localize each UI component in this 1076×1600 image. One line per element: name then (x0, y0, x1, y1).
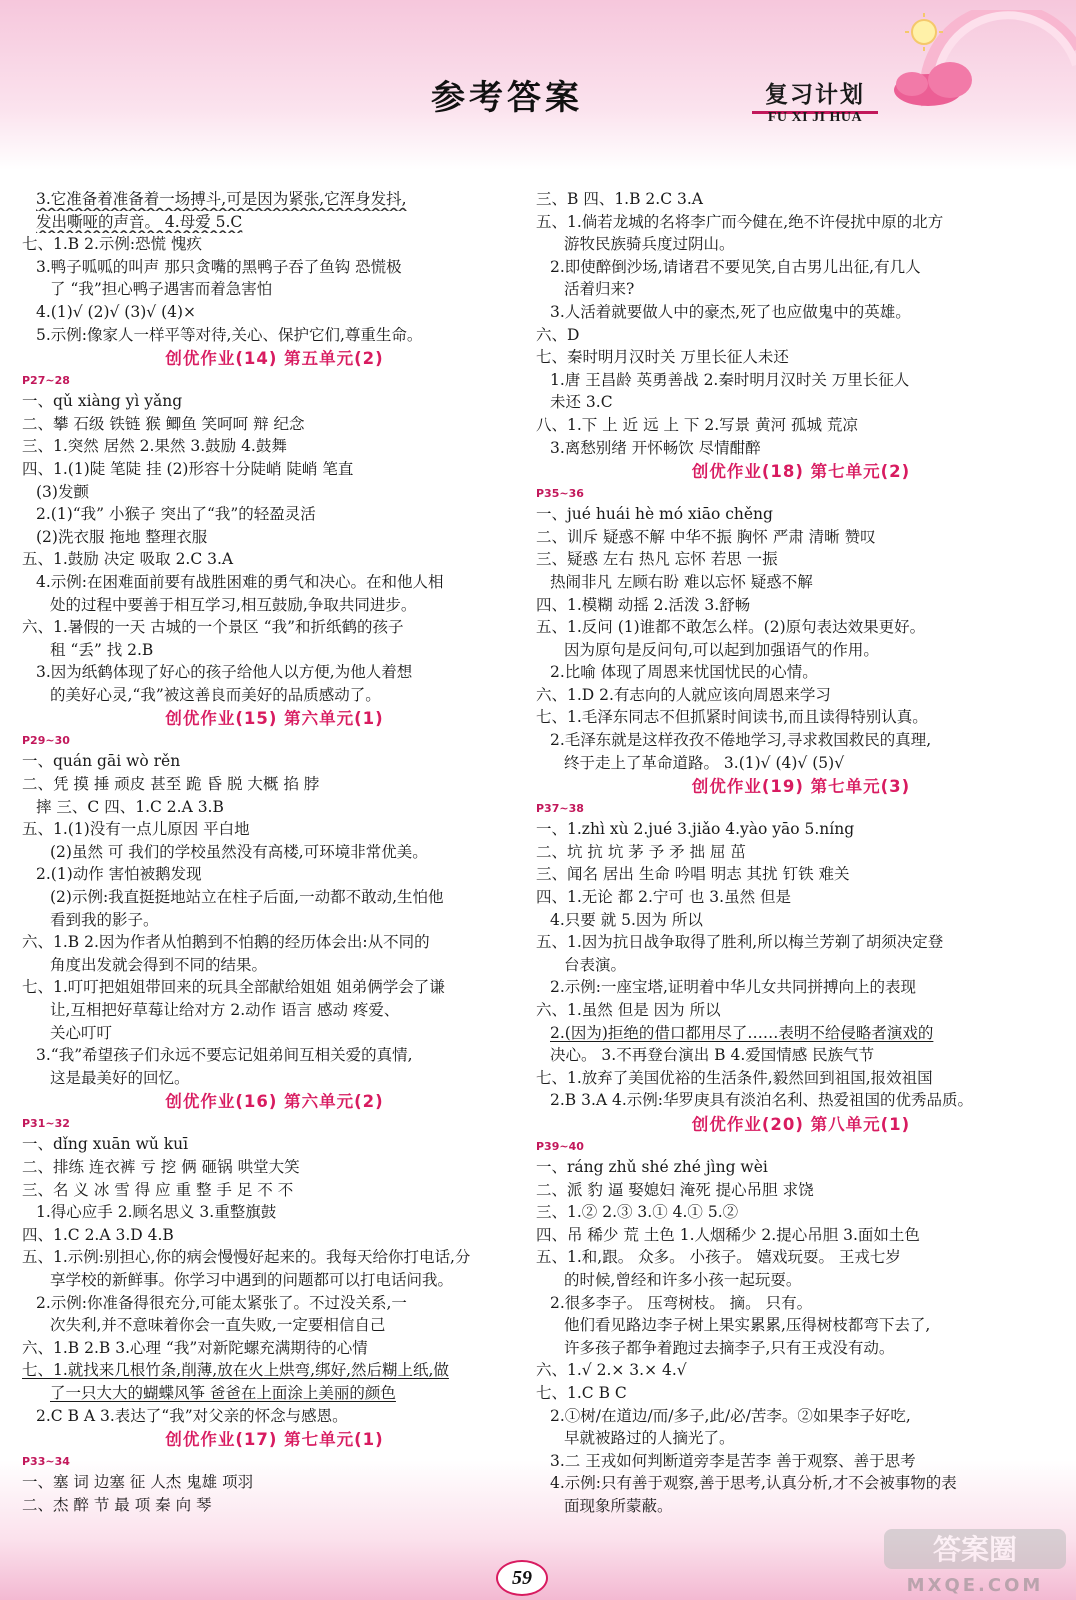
answer-line: 二、攀 石级 铁链 猴 鲫鱼 笑呵呵 辩 纪念 (22, 414, 305, 433)
answer-line: 因为原句是反问句,可以起到加强语气的作用。 (564, 640, 879, 659)
watermark-logo (880, 1525, 1070, 1597)
answer-line: 2.毛泽东就是这样孜孜不倦地学习,寻求救国救民的真理, (550, 731, 932, 750)
answer-line: 四、1.模糊 动摇 2.活泼 3.舒畅 (536, 595, 751, 614)
answer-line: 2.B 3.A 4.示例:华罗庚具有淡泊名利、热爱祖国的优秀品质。 (550, 1091, 974, 1110)
answer-line: 五、1.(1)没有一点儿原因 平白地 (22, 820, 250, 839)
answer-line: 租 “丢” 找 2.B (50, 640, 154, 659)
answer-line: 五、1.因为抗日战争取得了胜利,所以梅兰芳剃了胡须决定登 (536, 933, 944, 952)
answer-line: 终于走上了革命道路。 3.(1)√ (4)√ (5)√ (564, 753, 845, 772)
answer-line: 2.示例:一座宝塔,证明着中华儿女共同拼搏向上的表现 (550, 978, 916, 997)
answers-right-column (536, 188, 1066, 1517)
answer-line: 2.(1)动作 害怕被鹅发现 (36, 865, 202, 884)
answer-line: 七、1.叮叮把姐姐带回来的玩具全部献给姐姐 姐弟俩学会了谦 (22, 978, 445, 997)
page-range-label: P29~30 (22, 734, 70, 748)
answer-line: 二、训斥 疑惑不解 中华不振 胸怀 严肃 清晰 赞叹 (536, 527, 876, 546)
answer-line: 次失利,并不意味着你会一直失败,一定要相信自己 (50, 1316, 386, 1335)
answer-line: 许多孩子都争着跑过去摘李子,只有王戎没有动。 (564, 1338, 895, 1357)
answer-line: 未还 3.C (550, 393, 613, 412)
answer-line: 四、1.(1)陡 笔陡 挂 (2)形容十分陡峭 陡峭 笔直 (22, 459, 354, 478)
answer-line: 三、1.突然 居然 2.果然 3.鼓励 4.鼓舞 (22, 437, 287, 456)
answer-line: 六、1.B 2.B 3.心理 “我”对新陀螺充满期待的心情 (22, 1338, 368, 1357)
answer-line: 五、1.和,跟。 众多。 小孩子。 嬉戏玩耍。 王戎七岁 (536, 1248, 901, 1267)
answer-line: 一、ráng zhǔ shé zhé jìng wèi (536, 1157, 768, 1176)
answer-line: 七、秦时明月汉时关 万里长征人未还 (536, 348, 789, 367)
answer-line: 摔 三、C 四、1.C 2.A 3.B (36, 797, 224, 816)
cloud-sun-rainbow-icon (888, 10, 1076, 120)
answer-line: 三、B 四、1.B 2.C 3.A (536, 190, 703, 208)
answer-line: 二、派 豹 逼 娶媳妇 淹死 提心吊胆 求饶 (536, 1180, 814, 1199)
answer-line: 2.即使醉倒沙场,请诸君不要见笑,自古男儿出征,有几人 (550, 257, 921, 276)
review-plan-label: 复习计划 (752, 76, 878, 114)
page-range-label: P27~28 (22, 374, 70, 388)
answers-left-column (22, 188, 527, 1516)
answer-line: 六、1.D 2.有志向的人就应该向周恩来学习 (536, 685, 831, 704)
answer-line: 三、名 义 冰 雪 得 应 重 整 手 足 不 不 (22, 1180, 294, 1199)
answer-line: (2)洗衣服 拖地 整理衣服 (36, 527, 208, 546)
answer-line: 处的过程中要善于相互学习,相互鼓励,争取共同进步。 (50, 595, 417, 614)
page-number-badge (496, 1560, 548, 1596)
answer-line: 八、1.下 上 近 远 上 下 2.写景 黄河 孤城 荒凉 (536, 415, 858, 434)
answer-line: 这是最美好的回忆。 (50, 1068, 190, 1087)
answer-line: 了 “我”担心鸭子遇害而着急害怕 (50, 280, 273, 299)
answer-line: 游牧民族骑兵度过阴山。 (564, 235, 735, 254)
answer-line: 2.比喻 体现了周恩来忧国忧民的心情。 (550, 663, 818, 682)
page-range-label: P31~32 (22, 1117, 70, 1131)
answer-line: 4.只要 就 5.因为 所以 (550, 910, 703, 929)
answer-line: 五、1.示例:别担心,你的病会慢慢好起来的。我每天给你打电话,分 (22, 1248, 471, 1267)
answer-line: 2.(1)“我” 小猴子 突出了“我”的轻盈灵活 (36, 505, 316, 524)
answer-line: 发出嘶哑的声音。 4.母爱 5.C (36, 212, 243, 231)
answer-line: 3.鸭子呱呱的叫声 那只贪嘴的黑鸭子吞了鱼钩 恐慌极 (36, 257, 402, 276)
page-range-label: P37~38 (536, 802, 584, 816)
answer-line: 七、1.放弃了美国优裕的生活条件,毅然回到祖国,报效祖国 (536, 1068, 933, 1087)
page-title: 参考答案 (431, 78, 583, 118)
answer-line: 2.(因为)拒绝的借口都用尽了……表明不给侵略者演戏的 (550, 1023, 934, 1042)
page-range-label: P39~40 (536, 1139, 584, 1153)
answer-line: 七、1.B 2.示例:恐慌 愧疚 (22, 235, 203, 254)
answer-line: 决心。 3.不再登台演出 B 4.爱国情感 民族气节 (550, 1046, 875, 1065)
answer-line: 二、排练 连衣裤 亏 挖 俩 砸锅 哄堂大笑 (22, 1157, 300, 1176)
section-heading: 创优作业(20) 第八单元(1) (691, 1114, 911, 1134)
answer-line: 七、1.就找来几根竹条,削薄,放在火上烘弯,绑好,然后糊上纸,做 (22, 1361, 449, 1380)
answer-line: 的时候,曾经和许多小孩一起玩耍。 (564, 1270, 802, 1289)
section-heading: 创优作业(17) 第七单元(1) (165, 1430, 384, 1450)
answer-line: 三、疑惑 左右 热凡 忘怀 若思 一振 (536, 550, 778, 569)
answer-line: 1.唐 王昌龄 英勇善战 2.秦时明月汉时关 万里长征人 (550, 370, 910, 389)
answer-line: 3.二 王戎如何判断道旁李是苦李 善于观察、善于思考 (550, 1451, 916, 1470)
answer-line: (2)示例:我直挺挺地站立在柱子后面,一动都不敢动,生怕他 (50, 888, 444, 907)
section-heading: 创优作业(18) 第七单元(2) (691, 462, 911, 482)
answer-line: 让,互相把好草莓让给对方 2.动作 语言 感动 疼爱、 (50, 1001, 400, 1019)
answer-line: 六、1.虽然 但是 因为 所以 (536, 1001, 721, 1019)
section-heading: 创优作业(15) 第六单元(1) (165, 709, 384, 729)
section-heading: 创优作业(19) 第七单元(3) (691, 777, 911, 797)
answer-line: 六、1.暑假的一天 古城的一个景区 “我”和折纸鹤的孩子 (22, 618, 404, 637)
answer-line: 的美好心灵,“我”被这善良而美好的品质感动了。 (50, 685, 381, 704)
answer-line: 五、1.鼓励 决定 吸取 2.C 3.A (22, 550, 234, 569)
answer-line: 七、1.毛泽东同志不但抓紧时间读书,而且读得特别认真。 (536, 708, 928, 727)
answer-line: 四、吊 稀少 荒 土色 1.人烟稀少 2.提心吊胆 3.面如土色 (536, 1225, 920, 1244)
answer-line: 看到我的影子。 (50, 910, 159, 929)
page-number: 59 (512, 1566, 532, 1589)
answer-line: 1.得心应手 2.顾名思义 3.重整旗鼓 (36, 1203, 277, 1222)
answer-line: 三、闻名 居出 生命 吟唱 明志 其扰 钉铁 难关 (536, 865, 850, 884)
answer-line: 七、1.C B C (536, 1383, 627, 1402)
section-heading: 创优作业(16) 第六单元(2) (165, 1092, 384, 1112)
answer-line: 3.因为纸鹤体现了好心的孩子给他人以方便,为他人着想 (36, 663, 413, 682)
answer-line: 五、1.倘若龙城的名将李广而今健在,绝不许侵扰中原的北方 (536, 212, 944, 231)
review-plan-pinyin: FU XI JI HUA (767, 110, 863, 125)
answer-line: 2.C B A 3.表达了“我”对父亲的怀念与感恩。 (36, 1406, 348, 1425)
answer-line: 3.“我”希望孩子们永远不要忘记姐弟间互相关爱的真情, (36, 1046, 413, 1065)
answer-line: 二、坑 抗 坑 茅 予 矛 拙 屈 茁 (536, 842, 746, 861)
answer-line: 享学校的新鲜事。你学习中遇到的问题都可以打电话问我。 (50, 1270, 454, 1289)
answer-line: 面现象所蒙蔽。 (564, 1496, 673, 1515)
answer-line: 2.很多李子。 压弯树枝。 摘。 只有。 (550, 1293, 813, 1312)
answer-line: 3.离愁别绪 开怀畅饮 尽情酣醉 (550, 438, 761, 457)
answer-line: 2.①树/在道边/而/多子,此/必/苦李。②如果李子好吃, (550, 1406, 911, 1425)
answer-line: 早就被路过的人摘光了。 (564, 1429, 735, 1448)
answer-line: 他们看见路边李子树上果实累累,压得树枝都弯下去了, (564, 1316, 931, 1335)
answer-line: 五、1.反问 (1)谁都不敢怎么样。(2)原句表达效果更好。 (536, 618, 926, 637)
answer-line: 台表演。 (564, 955, 627, 974)
answer-line: 5.示例:像家人一样平等对待,关心、保护它们,尊重生命。 (36, 325, 423, 344)
answer-line: 活着归来? (564, 280, 635, 299)
answer-line: 六、D (536, 325, 580, 344)
answer-line: 四、1.无论 都 2.宁可 也 3.虽然 但是 (536, 888, 792, 907)
answer-line: (2)虽然 可 我们的学校虽然没有高楼,可环境非常优美。 (50, 842, 428, 861)
answer-line: 4.示例:在困难面前要有战胜困难的勇气和决心。在和他人相 (36, 572, 444, 591)
answer-line: 3.它准备着准备着一场搏斗,可是因为紧张,它浑身发抖, (36, 190, 407, 208)
answer-line: 一、jué huái hè mó xiāo chěng (536, 505, 773, 524)
watermark-url: MXQE.COM (906, 1575, 1044, 1596)
answer-line: 一、quán gāi wò rěn (22, 752, 181, 771)
answer-line: 角度出发就会得到不同的结果。 (50, 955, 268, 974)
answer-line: 关心叮叮 (50, 1023, 113, 1042)
answer-line: 热闹非凡 左顾右盼 难以忘怀 疑惑不解 (550, 572, 813, 591)
answer-line: 一、dǐng xuān wǔ kuī (22, 1135, 189, 1154)
answer-line: 3.人活着就要做人中的豪杰,死了也应做鬼中的英雄。 (550, 302, 911, 321)
answer-line: (3)发颤 (36, 482, 89, 501)
answer-line: 一、1.zhì xù 2.jué 3.jiǎo 4.yào yāo 5.níng (536, 820, 855, 839)
answer-line: 二、杰 醉 节 最 项 秦 向 琴 (22, 1495, 212, 1514)
answer-line: 4.(1)√ (2)√ (3)√ (4)× (36, 302, 197, 321)
answer-line: 六、1.√ 2.× 3.× 4.√ (536, 1361, 687, 1380)
answer-line: 六、1.B 2.因为作者从怕鹅到不怕鹅的经历体会出:从不同的 (22, 933, 430, 952)
answer-line: 了一只大大的蝴蝶风筝 爸爸在上面涂上美丽的颜色 (50, 1383, 396, 1402)
answer-line: 2.示例:你准备得很充分,可能太紧张了。不过没关系,一 (36, 1293, 407, 1312)
page-range-label: P33~34 (22, 1455, 70, 1469)
watermark-title: 答案圈 (932, 1533, 1018, 1566)
section-heading: 创优作业(14) 第五单元(2) (165, 349, 384, 369)
answer-line: 4.示例:只有善于观察,善于思考,认真分析,才不会被事物的表 (550, 1474, 957, 1493)
answer-line: 一、qǔ xiàng yì yǎng (22, 392, 183, 411)
answer-line: 一、塞 词 边塞 征 人杰 鬼雄 项羽 (22, 1473, 254, 1492)
answer-line: 四、1.C 2.A 3.D 4.B (22, 1225, 174, 1244)
answer-line: 三、1.② 2.③ 3.① 4.① 5.② (536, 1203, 739, 1222)
page-range-label: P35~36 (536, 487, 584, 501)
answer-line: 二、凭 摸 捶 顽皮 甚至 跪 昏 脱 大概 掐 脖 (22, 775, 320, 794)
